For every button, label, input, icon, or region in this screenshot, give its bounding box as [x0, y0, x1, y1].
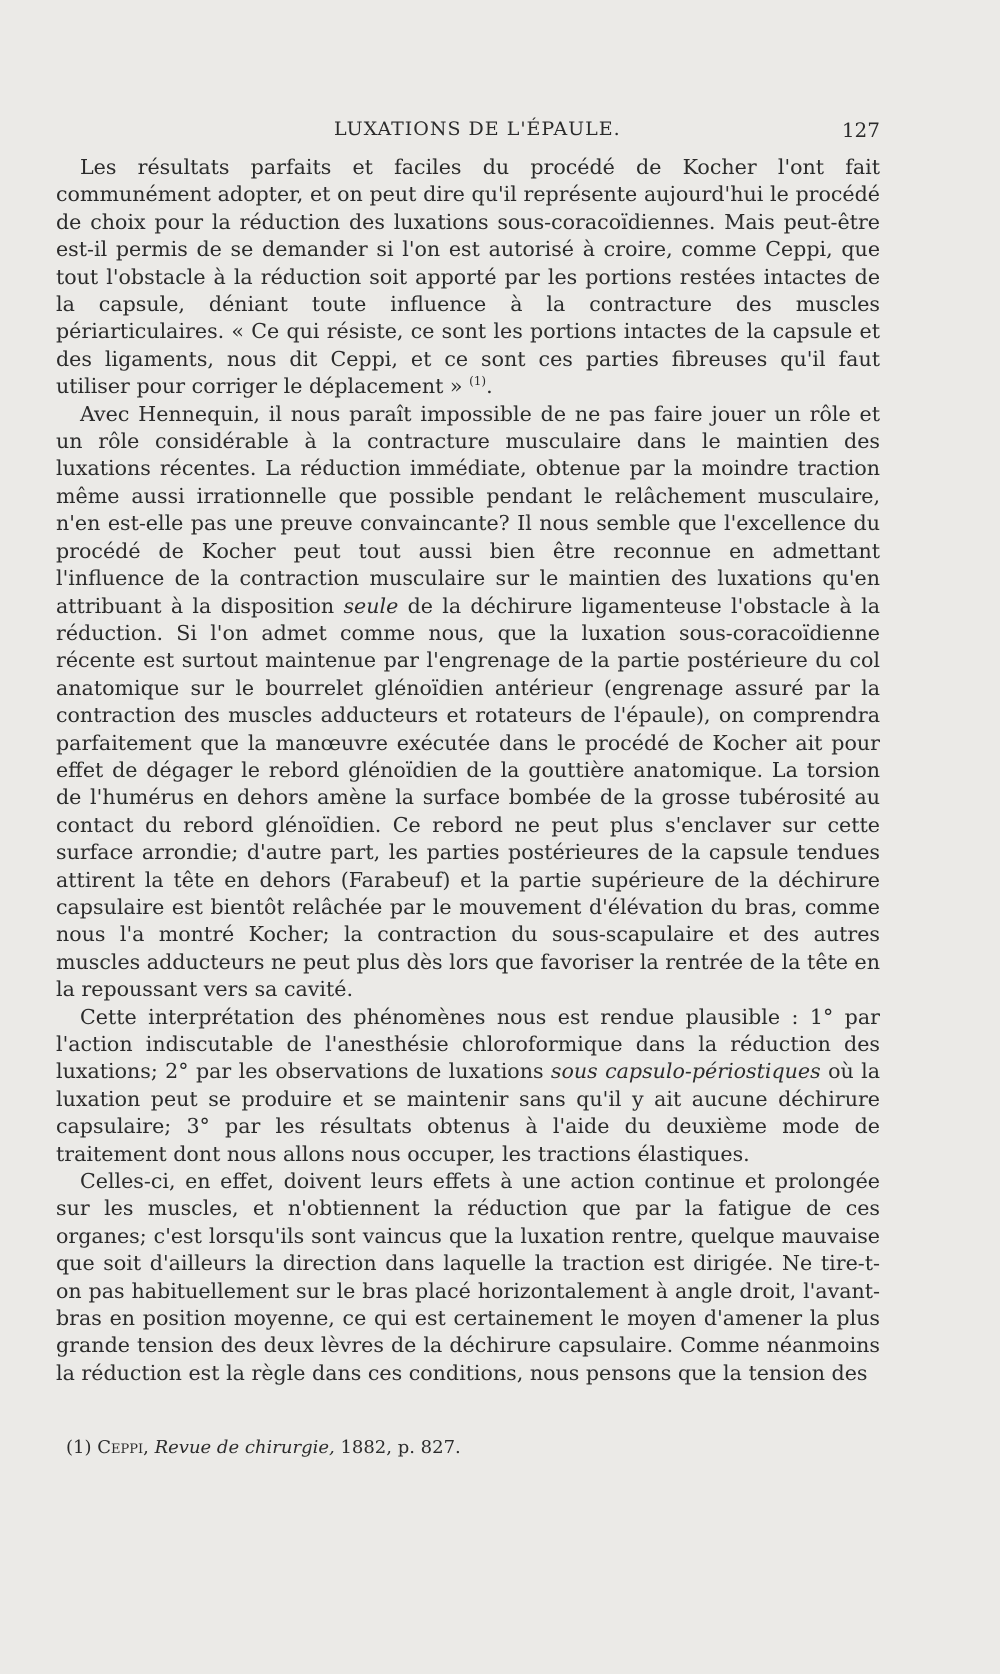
body-text: [56, 154, 880, 1387]
paragraph-3-part1: Cette interprétation des phénomènes nous est rendue plausible : 1° par l'action indiscutable de l'anesthésie chloroformique dans la réduction des luxations; 2° par les observations de luxations: [56, 1004, 880, 1084]
paragraph-2-part1: Avec Hennequin, il nous paraît impossible de ne pas faire jouer un rôle et un rôle considérable à la contracture musculaire dans le maintien des luxations récentes. La réduction immédiate, obtenue par la moindre traction même aussi irrationnelle que possible pendant le relâchement musculaire, n'en est-elle pas une preuve convaincante? Il nous semble que l'excellence du procédé de Kocher peut tout aussi bien être reconnue en admettant l'influence de la contraction musculaire sur le maintien des luxations qu'en attribuant à la disposition: [56, 401, 880, 618]
paragraph-3-part2: où la luxation peut se produire et se maintenir sans qu'il y ait aucune déchirure capsulaire; 3° par les résultats obtenus à l'aide du deuxième mode de traitement dont nous allons nous occuper, les tractions élastiques.: [56, 1059, 880, 1166]
page-header: [56, 118, 880, 148]
paragraph-1: [56, 154, 880, 401]
paragraph-1-text: Les résultats parfaits et faciles du procédé de Kocher l'ont fait communément adopter, et on peut dire qu'il représente aujourd'hui le procédé de choix pour la réduction des luxations sous-coracoïdiennes. Mais peut-être est-il permis de se demander si l'on est autorisé à croire, comme Ceppi, que tout l'obstacle à la réduction soit apporté par les portions restées intactes de la capsule, déniant toute influence à la contracture des muscles périarticulaires. « Ce qui résiste, ce sont les portions intactes de la capsule et des ligaments, nous dit Ceppi, et ce sont ces parties fibreuses qu'il faut utiliser pour corriger le déplacement »: [56, 155, 880, 399]
paragraph-1-end: .: [486, 374, 493, 399]
footnote: [66, 1436, 866, 1460]
footnote-reference: (1): [469, 374, 487, 389]
paragraph-3-italic: sous capsulo-périostiques: [550, 1059, 821, 1084]
footnote-marker: (1): [66, 1437, 92, 1458]
paragraph-2-italic: seule: [343, 593, 399, 618]
footnote-author: Ceppi,: [97, 1437, 149, 1458]
paragraph-2-part2: de la déchirure ligamenteuse l'obstacle à la réduction. Si l'on admet comme nous, que la luxation sous-coracoïdienne récente est surtout maintenue par l'engrenage de la partie postérieure du col anatomique sur le bourrelet glénoïdien antérieur (engrenage assuré par la contraction des muscles adducteurs et rotateurs de l'épaule), on comprendra parfaitement que la manœuvre exécutée dans le procédé de Kocher ait pour effet de dégager le rebord glénoïdien de la gouttière anatomique. La torsion de l'humérus en dehors amène la surface bombée de la grosse tubérosité au contact du rebord glénoïdien. Ce rebord ne peut plus s'enclaver sur cette surface arrondie; d'autre part, les parties postérieures de la capsule tendues attirent la tête en dehors (Farabeuf) et la partie supérieure de la déchirure capsulaire est bientôt relâchée par le mouvement d'élévation du bras, comme nous l'a montré Kocher; la contraction du sous-scapulaire et des autres muscles adducteurs ne peut plus dès lors que favoriser la rentrée de la tête en la repoussant vers sa cavité.: [56, 593, 880, 1002]
running-title: LUXATIONS DE L'ÉPAULE.: [334, 118, 621, 140]
page-number: 127: [841, 118, 880, 142]
paragraph-4-text: Celles-ci, en effet, doivent leurs effets à une action continue et prolongée sur les muscles, et n'obtiennent la réduction que par la fatigue de ces organes; c'est lorsqu'ils sont vaincus que la luxation rentre, quelque mauvaise que soit d'ailleurs la direction dans laquelle la traction est dirigée. Ne tire-t-on pas habituellement sur le bras placé horizontalement à angle droit, l'avant-bras en position moyenne, ce qui est certainement le moyen d'amener la plus grande tension des deux lèvres de la déchirure capsulaire. Comme néanmoins la réduction est la règle dans ces conditions, nous pensons que la tension des: [56, 1169, 880, 1385]
paragraph-3: [56, 1004, 880, 1168]
footnote-journal: Revue de chirurgie,: [154, 1437, 335, 1458]
paragraph-2: [56, 401, 880, 1004]
footnote-details: 1882, p. 827.: [334, 1437, 461, 1458]
paragraph-4: [56, 1168, 880, 1387]
